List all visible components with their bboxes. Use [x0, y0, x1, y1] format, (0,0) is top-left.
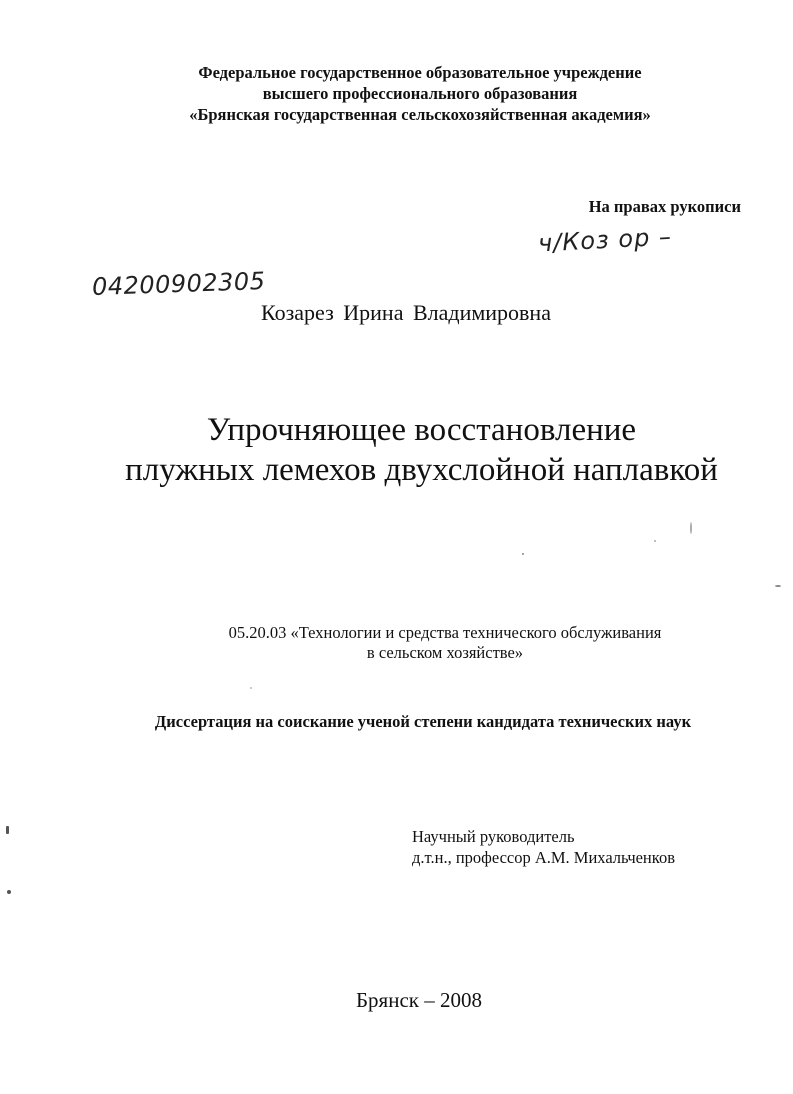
institution-line-2: высшего профессионального образования [262, 84, 578, 103]
scan-speck [250, 687, 252, 689]
supervisor-name: д.т.н., профессор А.М. Михальченков [412, 848, 675, 867]
institution-header [0, 62, 793, 125]
scan-speck [690, 522, 692, 534]
scan-speck [522, 553, 524, 555]
scan-speck [7, 890, 11, 894]
specialty-line-2: в сельском хозяйстве» [366, 643, 524, 662]
thesis-title [0, 410, 793, 490]
handwritten-inventory-number: 04200902305 [91, 266, 266, 302]
scan-speck [775, 585, 781, 587]
institution-line-1: Федеральное государственное образовательное учреждение [198, 63, 642, 82]
specialty-line-1: 05.20.03 «Технологии и средства технического обслуживания [228, 623, 662, 642]
supervisor-block [412, 826, 675, 868]
supervisor-label: Научный руководитель [412, 827, 575, 846]
handwritten-signature: ч/Коз ор – [537, 222, 673, 258]
scan-speck [654, 540, 656, 542]
thesis-title-line-2: плужных лемехов двухслойной наплавкой [125, 452, 718, 488]
institution-line-3: «Брянская государственная сельскохозяйственная академия» [189, 105, 651, 124]
thesis-type: Диссертация на соискание ученой степени кандидата технических наук [154, 712, 692, 731]
scan-speck [6, 826, 9, 834]
thesis-title-line-1: Упрочняющее восстановление [206, 412, 637, 448]
rights-notice: На правах рукописи [588, 197, 741, 216]
author-name: Козарез Ирина Владимировна [261, 300, 551, 325]
city-year: Брянск – 2008 [356, 988, 482, 1012]
specialty [180, 623, 710, 663]
